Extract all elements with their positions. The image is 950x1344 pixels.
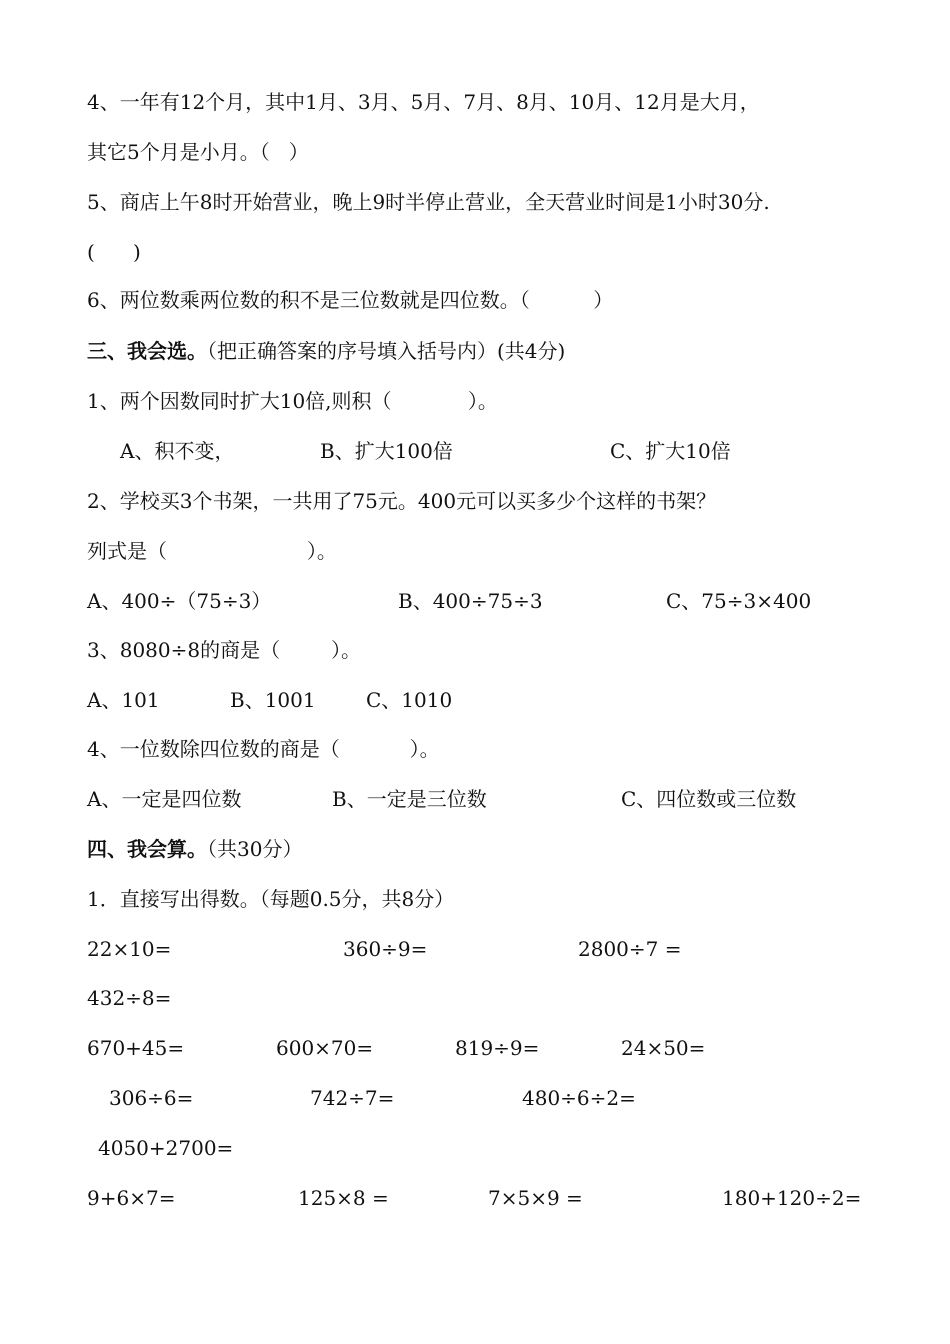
question-5-line-1: 5、商店上午8时开始营业，晚上9时半停止营业，全天营业时间是1小时30分.: [87, 190, 770, 214]
section-3-note: （把正确答案的序号填入括号内）(共4分): [207, 339, 566, 363]
section-4-heading: 四、我会算。: [87, 837, 207, 861]
calc-expression: 22×10=: [87, 937, 172, 961]
calc-expression: 24×50=: [621, 1036, 706, 1060]
calc-expression: 600×70=: [276, 1036, 374, 1060]
calc-subsection-1: 1．直接写出得数。（每题0.5分，共8分）: [87, 887, 455, 911]
calc-expression: 306÷6=: [109, 1086, 194, 1110]
question-4-line-2: 其它5个月是小月。（ ）: [87, 140, 309, 164]
calc-expression: 670+45=: [87, 1036, 185, 1060]
calc-expression: 432÷8=: [87, 986, 172, 1010]
choice-q4-option-a: A、一定是四位数: [87, 787, 242, 811]
choice-q2-blank: 列式是（ ）。: [87, 539, 337, 563]
choice-question-3: 3、8080÷8的商是（ ）。: [87, 638, 361, 662]
choice-q3-option-b: B、1001: [230, 688, 316, 712]
section-4-title: [87, 837, 302, 861]
choice-q1-option-b: B、扩大100倍: [320, 439, 453, 463]
calc-expression: 819÷9=: [455, 1036, 540, 1060]
choice-question-4: 4、一位数除四位数的商是（ ）。: [87, 737, 440, 761]
choice-q2-option-a: A、400÷（75÷3）: [87, 589, 272, 613]
choice-q1-option-c: C、扩大10倍: [610, 439, 731, 463]
calc-expression: 480÷6÷2=: [522, 1086, 636, 1110]
choice-q1-option-a: A、积不变，: [120, 439, 235, 463]
calc-expression: 9+6×7=: [87, 1186, 176, 1210]
choice-question-1: 1、两个因数同时扩大10倍,则积（ ）。: [87, 389, 498, 413]
choice-q4-option-b: B、一定是三位数: [332, 787, 487, 811]
choice-q3-option-c: C、1010: [366, 688, 453, 712]
choice-q2-option-b: B、400÷75÷3: [398, 589, 543, 613]
choice-question-2: 2、学校买3个书架，一共用了75元。400元可以买多少个这样的书架？: [87, 489, 717, 513]
calc-expression: 360÷9=: [343, 937, 428, 961]
choice-q4-option-c: C、四位数或三位数: [621, 787, 797, 811]
calc-expression: 2800÷7 =: [578, 937, 682, 961]
question-5-line-2: ( ): [87, 240, 141, 264]
choice-q2-option-c: C、75÷3×400: [666, 589, 812, 613]
calc-expression: 7×5×9 =: [488, 1186, 583, 1210]
question-4-line-1: 4、一年有12个月，其中1月、3月、5月、7月、8月、10月、12月是大月，: [87, 90, 760, 114]
calc-expression: 742÷7=: [310, 1086, 395, 1110]
section-3-heading: 三、我会选。: [87, 339, 207, 363]
question-6: 6、两位数乘两位数的积不是三位数就是四位数。（ ）: [87, 288, 614, 312]
section-4-note: （共30分）: [207, 837, 303, 861]
calc-expression: 180+120÷2=: [722, 1186, 862, 1210]
section-3-title: [87, 339, 565, 363]
calc-expression: 125×8 =: [298, 1186, 389, 1210]
choice-q3-option-a: A、101: [87, 688, 160, 712]
calc-expression: 4050+2700=: [98, 1136, 234, 1160]
